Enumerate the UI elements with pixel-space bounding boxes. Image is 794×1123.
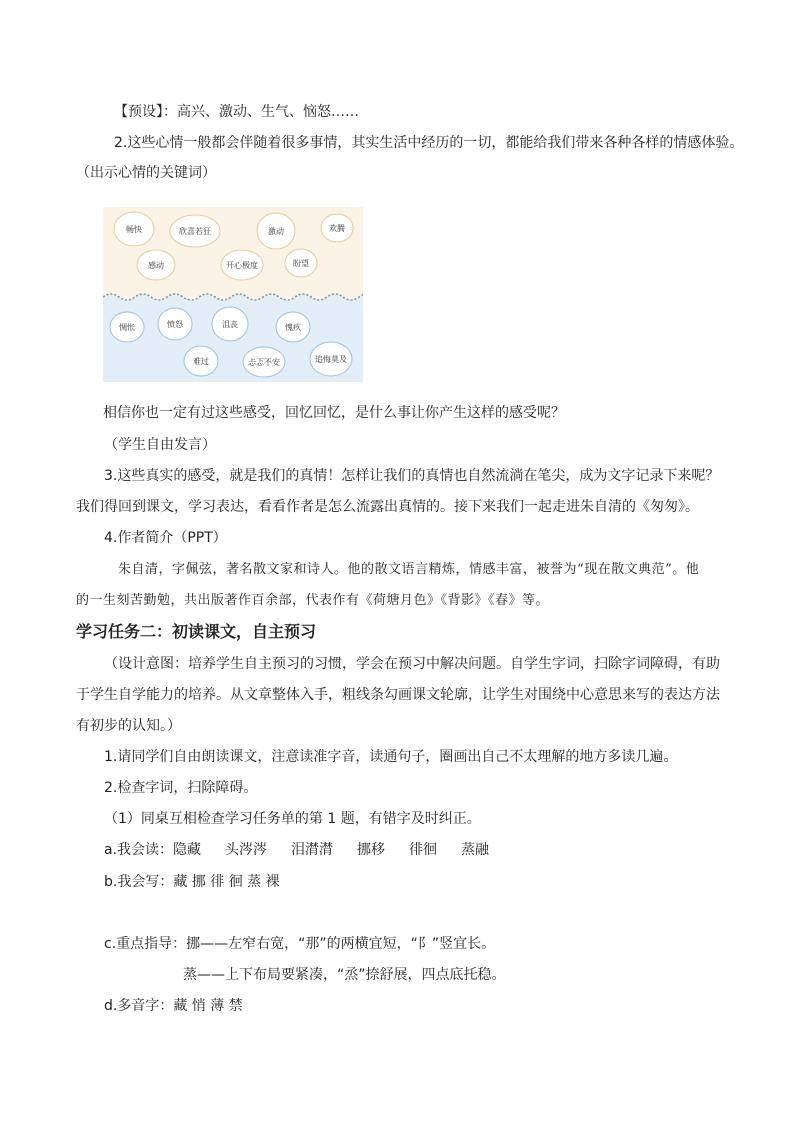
step-2-1: （1）同桌互相检查学习任务单的第 1 题，有错字及时纠正。 xyxy=(104,811,481,827)
word-item: 挪移 xyxy=(357,842,386,858)
bubble-label: 欣喜若狂 xyxy=(179,227,211,236)
emotion-keywords-illustration xyxy=(103,207,363,382)
bubble-label: 愧疚 xyxy=(285,323,301,332)
bubble-label: 激动 xyxy=(268,227,284,236)
bottom-bubble xyxy=(158,308,192,340)
bottom-bubble xyxy=(243,347,285,377)
instruction-show-keywords: （出示心情的关键词） xyxy=(76,165,216,181)
question-paragraph: 相信你也一定有过这些感受，回忆回忆，是什么事让你产生这样的感受呢？ xyxy=(103,405,565,421)
word-item: 头涔涔 xyxy=(225,842,268,858)
author-intro-heading: 4.作者简介（PPT） xyxy=(104,530,227,546)
top-bubble xyxy=(285,249,317,277)
bottom-bubble xyxy=(310,342,352,376)
paragraph-3-cont: 我们得回到课文，学习表达，看看作者是怎么流露出真情的。接下来我们一起走进朱自清的《匆匆》。 xyxy=(76,499,699,515)
write-chars-label: b.我会写： xyxy=(104,874,174,890)
top-bubble xyxy=(114,212,154,246)
word-item: 泪潸潸 xyxy=(291,842,334,858)
step-2: 2.检查字词，扫除障碍。 xyxy=(104,780,258,796)
bottom-bubble xyxy=(276,312,310,342)
word-item: 徘徊 xyxy=(409,842,438,858)
bubble-label: 沮丧 xyxy=(222,320,238,329)
word-item: 隐藏 xyxy=(173,842,202,858)
bubble-label: 愤怒 xyxy=(167,320,183,329)
read-words-row xyxy=(104,840,489,860)
section-heading-task-2: 学习任务二：初读课文，自主预习 xyxy=(76,622,317,641)
bottom-bubble xyxy=(110,312,144,342)
author-bio-2: 的一生刻苦勤勉，共出版著作百余部，代表作有《荷塘月色》《背影》《春》等。 xyxy=(76,593,550,608)
bubble-label: 追悔莫及 xyxy=(315,355,347,364)
top-bubble xyxy=(321,214,353,242)
word-item: 蒸融 xyxy=(461,842,490,858)
key-guidance-1: c.重点指导：挪——左窄右宽，“那”的两横宜短，“阝”竖宜长。 xyxy=(104,936,496,952)
design-intent-1: （设计意图：培养学生自主预习的习惯，学会在预习中解决问题。自学生字词，扫除字词障碍，有助 xyxy=(104,656,720,672)
bubble-label: 惆怅 xyxy=(119,323,135,332)
bottom-bubble xyxy=(184,346,218,376)
design-intent-3: 有初步的认知。） xyxy=(76,718,181,734)
paragraph-3: 3.这些真实的感受，就是我们的真情！怎样让我们的真情也自然流淌在笔尖，成为文字记录下来呢？ xyxy=(104,468,720,484)
top-bubble xyxy=(221,250,263,280)
author-bio-1: 朱自清，字佩弦，著名散文家和诗人。他的散文语言精炼，情感丰富，被誉为“现在散文典范”。他 xyxy=(118,562,700,577)
preset-answer: 【预设】：高兴、激动、生气、恼怒…… xyxy=(114,104,359,120)
polyphonic-chars: d.多音字：藏 悄 薄 禁 xyxy=(104,998,243,1014)
write-chars-row xyxy=(104,872,280,892)
write-chars: 藏 挪 徘 徊 蒸 裸 xyxy=(173,874,280,890)
bottom-bubble xyxy=(212,307,248,341)
bubble-label: 开心极度 xyxy=(226,261,258,270)
bubble-label: 难过 xyxy=(193,357,209,366)
read-words-label: a.我会读： xyxy=(104,842,174,858)
key-guidance-2: 蒸——上下布局要紧凑，“烝”捺舒展，四点底托稳。 xyxy=(183,967,506,983)
step-1: 1.请同学们自由朗读课文，注意读准字音，读通句子，圈画出自己不太理解的地方多读几遍。 xyxy=(104,749,678,765)
bubble-label: 感动 xyxy=(148,261,164,270)
bubble-label: 畅快 xyxy=(126,225,142,234)
design-intent-2: 于学生自学能力的培养。从文章整体入手，粗线条勾画课文轮廓，让学生对围绕中心意思来写的表达方法 xyxy=(76,687,720,703)
bubble-label: 忐忑不安 xyxy=(248,358,280,367)
bubble-label: 欢腾 xyxy=(329,224,345,233)
paragraph-2: 2.这些心情一般都会伴随着很多事情，其实生活中经历的一切，都能给我们带来各种各样的情感体验。 xyxy=(114,135,744,151)
bubble-label: 盼望 xyxy=(293,259,309,268)
top-bubble xyxy=(170,215,220,247)
top-bubble xyxy=(257,213,295,249)
student-speak-note: （学生自由发言） xyxy=(104,437,216,453)
top-bubble xyxy=(137,250,175,280)
